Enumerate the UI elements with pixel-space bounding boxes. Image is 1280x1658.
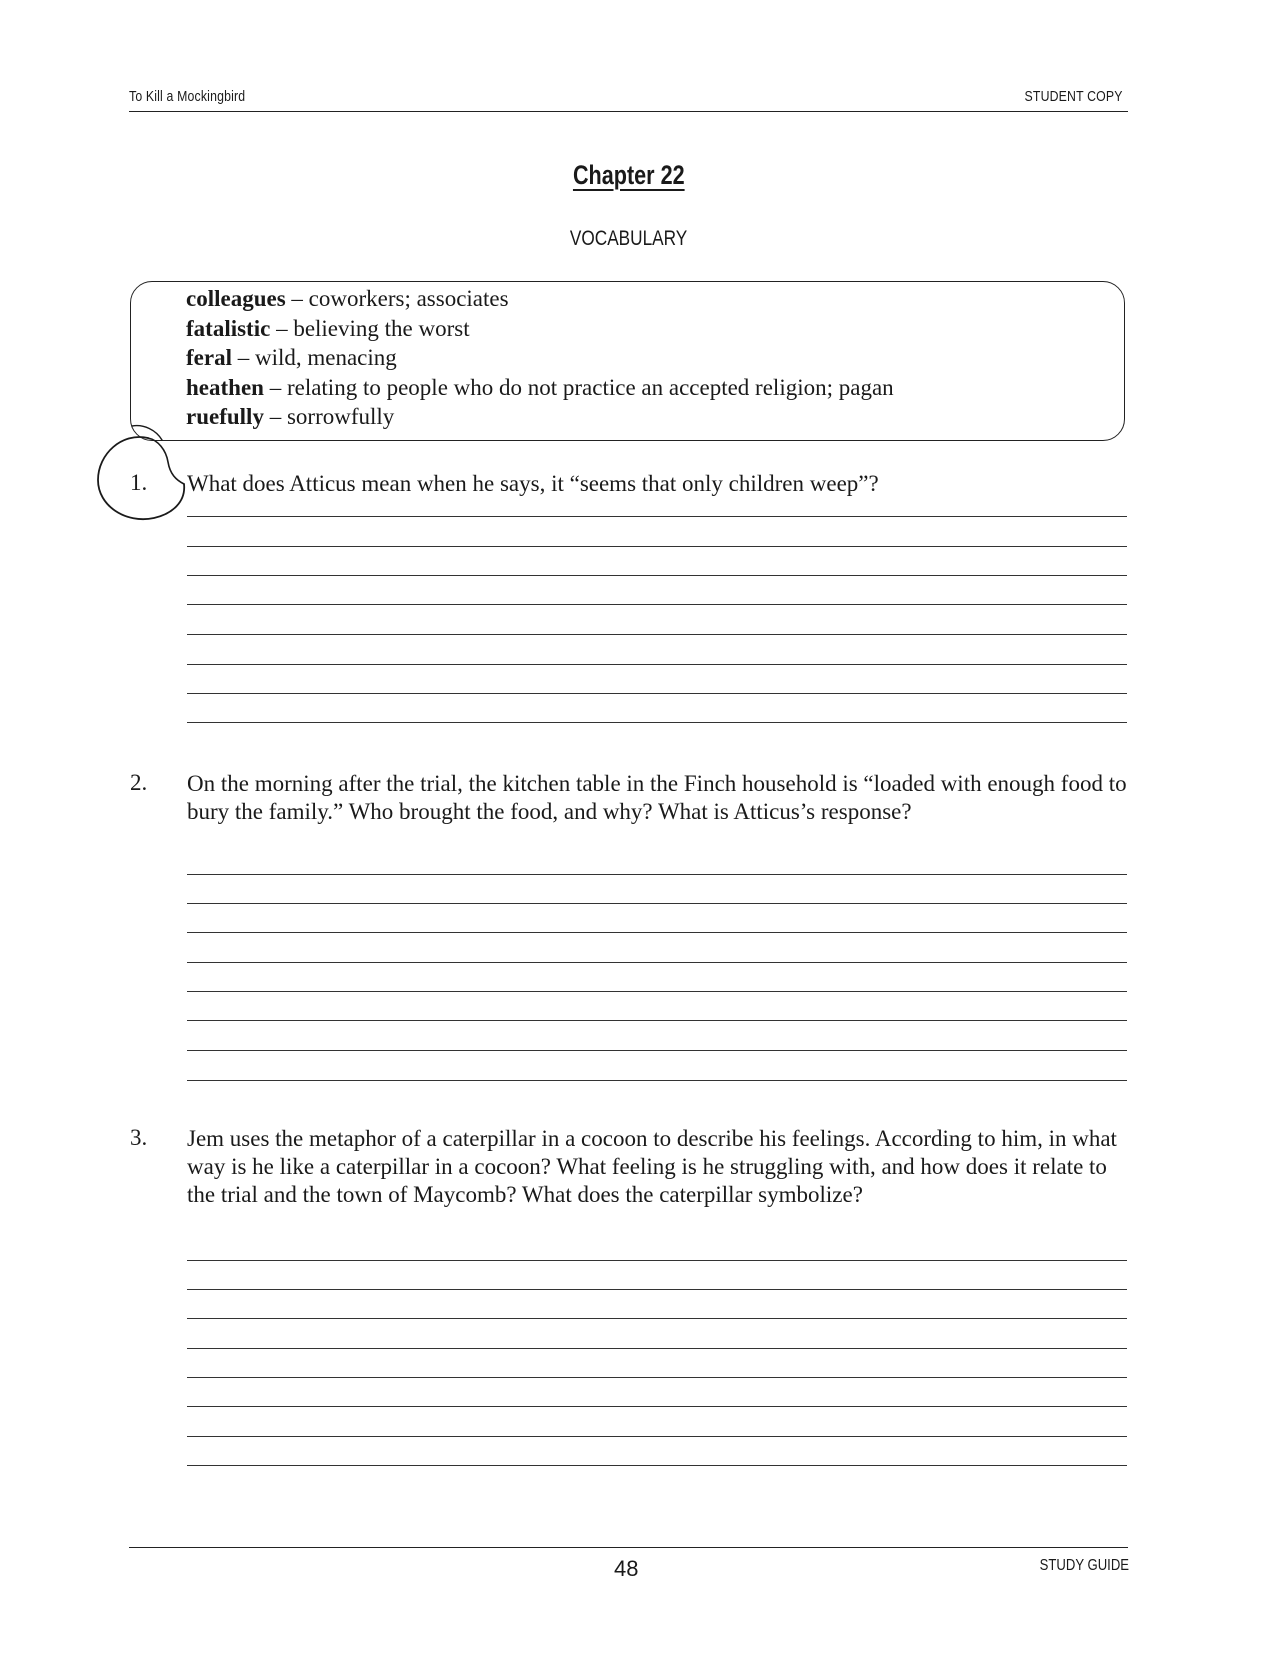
study-guide-label: STUDY GUIDE <box>1039 1557 1129 1574</box>
answer-line[interactable] <box>187 1377 1127 1378</box>
answer-line[interactable] <box>187 1348 1127 1349</box>
question-3-text: Jem uses the metaphor of a caterpillar in a cocoon to describe his feelings. According to him, in what way is he like a caterpillar in a cocoon? What feeling is he struggling with, and how does it relate to the trial and the town of Maycomb? What does the caterpillar symbolize? <box>187 1126 1117 1207</box>
vocab-item <box>186 373 894 403</box>
question-2-text: On the morning after the trial, the kitchen table in the Finch household is “loaded with enough food to bury the family.” Who brought the food, and why? What is Atticus’s response? <box>187 771 1127 824</box>
question-1-number: 1. <box>130 470 148 495</box>
answer-line[interactable] <box>187 575 1127 576</box>
vocab-term: fatalistic <box>186 315 271 341</box>
vocab-definition: – wild, menacing <box>231 345 397 370</box>
answer-line[interactable] <box>187 874 1127 875</box>
answer-line[interactable] <box>187 634 1127 635</box>
answer-line[interactable] <box>187 546 1127 547</box>
book-title: To Kill a Mockingbird <box>129 88 246 105</box>
copy-label: STUDENT COPY <box>1024 88 1123 105</box>
answer-line[interactable] <box>187 722 1127 723</box>
answer-line[interactable] <box>187 962 1127 963</box>
answer-line[interactable] <box>187 1080 1127 1081</box>
vocab-definition: – sorrowfully <box>263 404 395 429</box>
vocab-definition: – coworkers; associates <box>285 286 509 311</box>
answer-line[interactable] <box>187 693 1127 694</box>
question-2-number: 2. <box>130 770 148 795</box>
answer-line[interactable] <box>187 1406 1127 1407</box>
vocabulary-list <box>186 284 894 432</box>
answer-line[interactable] <box>187 516 1127 517</box>
vocab-item <box>186 343 894 373</box>
question-1-text: What does Atticus mean when he says, it “seems that only children weep”? <box>187 471 879 496</box>
vocab-definition: – relating to people who do not practice an accepted religion; pagan <box>263 374 894 400</box>
vocab-term: colleagues <box>186 286 286 311</box>
answer-line[interactable] <box>187 903 1127 904</box>
answer-line[interactable] <box>187 932 1127 933</box>
question-3-number: 3. <box>130 1125 148 1150</box>
answer-line[interactable] <box>187 1260 1127 1261</box>
vocab-term: heathen <box>186 374 264 400</box>
answer-line[interactable] <box>187 991 1127 992</box>
page-number: 48 <box>614 1556 639 1581</box>
header-rule <box>129 111 1128 112</box>
answer-line[interactable] <box>187 664 1127 665</box>
footer-rule <box>129 1547 1128 1548</box>
chapter-title-text: Chapter 22 <box>573 160 685 190</box>
answer-line[interactable] <box>187 1465 1127 1466</box>
section-label <box>0 227 1258 251</box>
vocab-term: ruefully <box>186 404 264 429</box>
section-label-text: VOCABULARY <box>570 227 688 250</box>
vocab-definition: – believing the worst <box>270 315 470 341</box>
vocab-item <box>186 402 894 432</box>
answer-line[interactable] <box>187 1020 1127 1021</box>
answer-line[interactable] <box>187 1436 1127 1437</box>
vocab-item <box>186 284 894 314</box>
answer-line[interactable] <box>187 604 1127 605</box>
answer-line[interactable] <box>187 1318 1127 1319</box>
chapter-title <box>0 160 1258 191</box>
answer-line[interactable] <box>187 1289 1127 1290</box>
vocab-term: feral <box>186 345 232 370</box>
answer-line[interactable] <box>187 1050 1127 1051</box>
vocab-item <box>186 314 894 344</box>
